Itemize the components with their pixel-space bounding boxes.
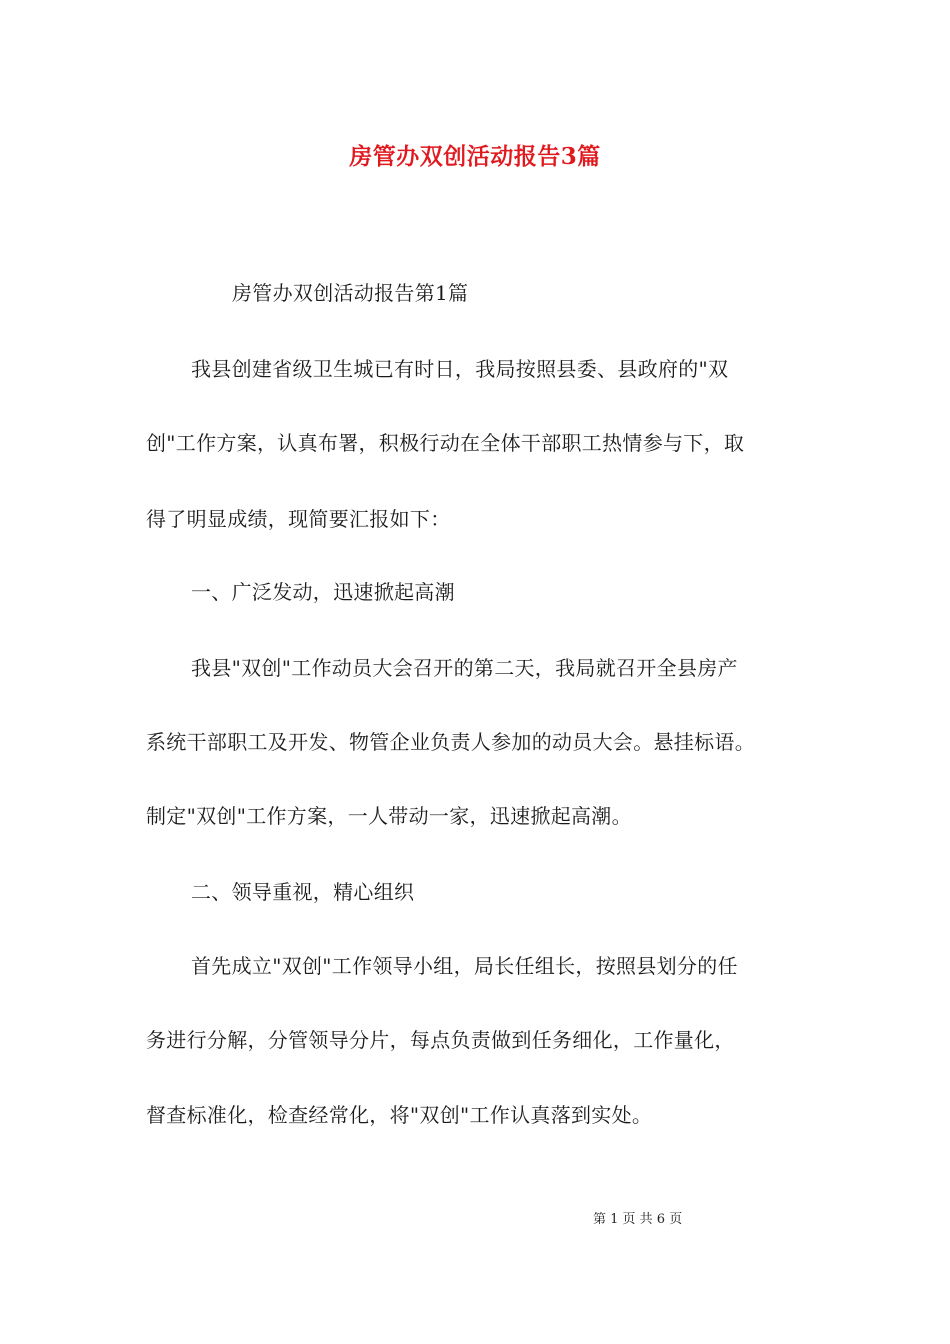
paragraph-line: 制定"双创"工作方案，一人带动一家，迅速掀起高潮。	[146, 804, 632, 828]
paragraph-line: 务进行分解，分管领导分片，每点负责做到任务细化，工作量化，	[146, 1028, 735, 1052]
paragraph-line: 首先成立"双创"工作领导小组，局长任组长，按照县划分的任	[191, 954, 738, 978]
paragraph-line: 我县创建省级卫生城已有时日，我局按照县委、县政府的"双	[191, 357, 729, 381]
page-number: 第 1 页 共 6 页	[593, 1212, 683, 1227]
paragraph-line: 创"工作方案，认真布署，积极行动在全体干部职工热情参与下，取	[146, 431, 745, 455]
section-heading: 一、广泛发动，迅速掀起高潮	[191, 580, 455, 604]
document-title: 房管办双创活动报告3篇	[349, 143, 601, 170]
paragraph-line: 系统干部职工及开发、物管企业负责人参加的动员大会。悬挂标语。	[146, 730, 755, 754]
paragraph-line: 得了明显成绩，现简要汇报如下：	[146, 507, 451, 531]
paragraph-line: 我县"双创"工作动员大会召开的第二天，我局就召开全县房产	[191, 656, 738, 680]
paragraph-line: 督查标准化，检查经常化，将"双创"工作认真落到实处。	[146, 1103, 653, 1127]
section-heading: 二、领导重视，精心组织	[191, 880, 415, 904]
section-subtitle: 房管办双创活动报告第1篇	[232, 281, 469, 305]
